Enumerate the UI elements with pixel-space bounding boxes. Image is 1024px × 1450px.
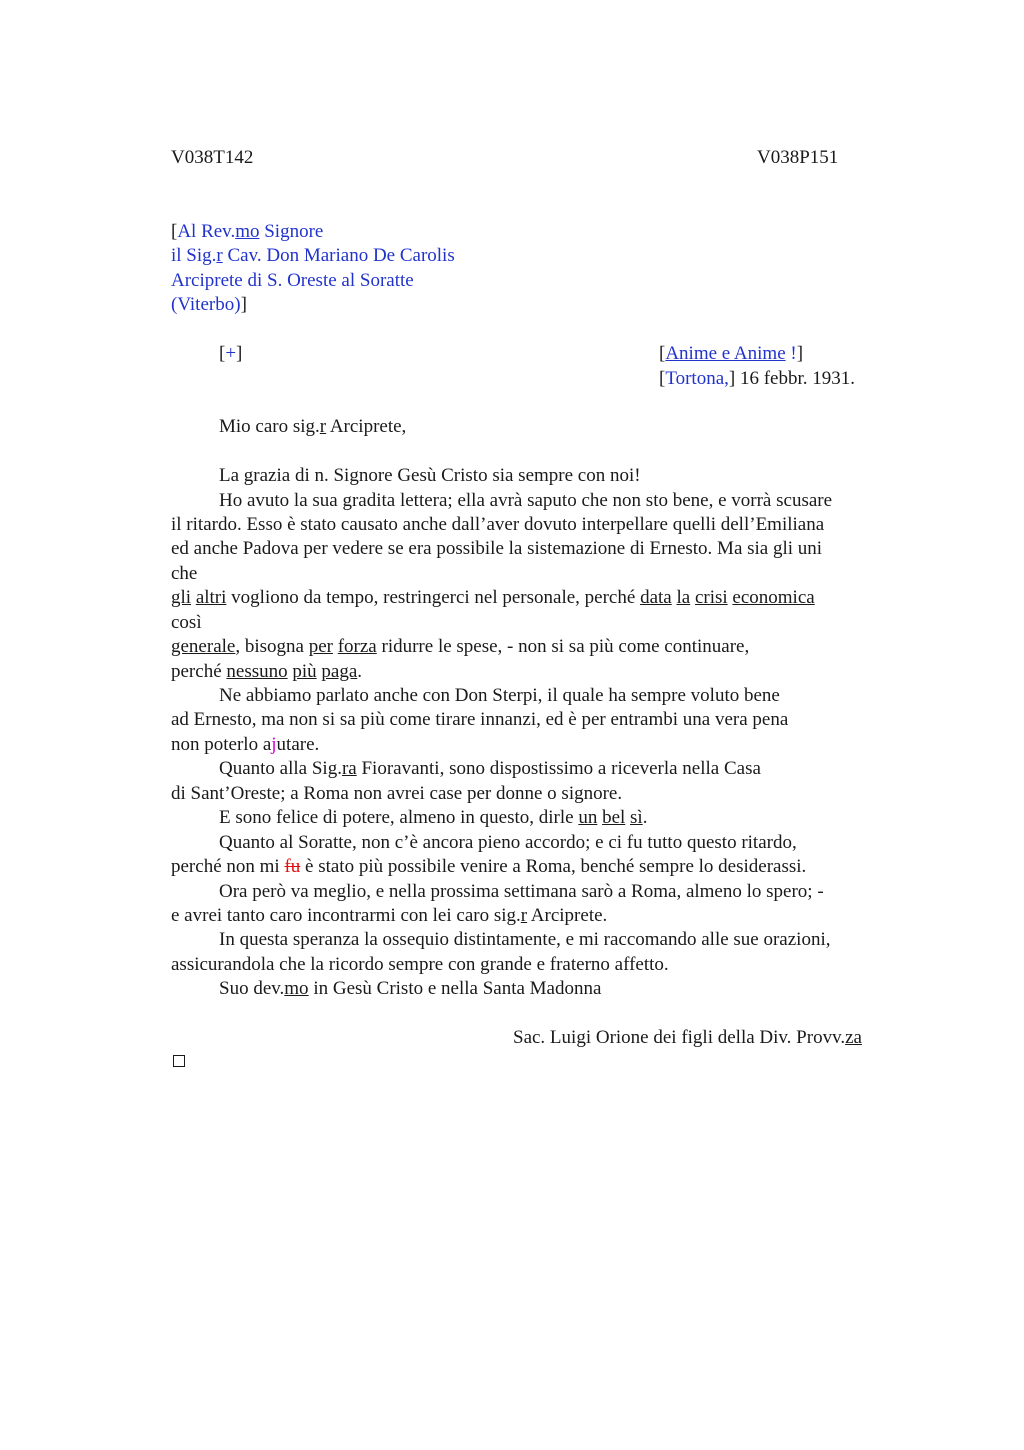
body-line-18: Ora però va meglio, e nella prossima settimana sarò a Roma, almeno lo spero; - (219, 881, 824, 902)
body-line-3: il ritardo. Esso è stato causato anche dall’aver dovuto interpellare quelli dell’Emiliana (171, 514, 825, 535)
body-line-2: Ho avuto la sua gradita lettera; ella avrà saputo che non sto bene, e vorrà scusare (219, 490, 833, 511)
body-line-7: così (171, 612, 202, 633)
body-line-8: generale, bisogna per forza ridurre le spese, - non si sa più come continuare, (171, 636, 750, 657)
body-line-9: perché nessuno più paga. (171, 661, 363, 682)
body-line-11: ad Ernesto, ma non si sa più come tirare innanzi, ed è per entrambi una vera pena (171, 709, 789, 730)
body-line-10: Ne abbiamo parlato anche con Don Sterpi, il quale ha sempre voluto bene (219, 685, 780, 706)
body-line-22: Suo dev.mo in Gesù Cristo e nella Santa Madonna (219, 978, 602, 999)
address-line-4: (Viterbo)] (171, 294, 247, 315)
signature: Sac. Luigi Orione dei figli della Div. Provv.za (513, 1027, 862, 1048)
salutation: Mio caro sig.r Arciprete, (219, 416, 407, 437)
body-line-20: In questa speranza la ossequio distintamente, e mi raccomando alle sue orazioni, (219, 929, 831, 950)
document-code-right: V038P151 (757, 147, 839, 168)
address-line-3: Arciprete di S. Oreste al Soratte (171, 270, 414, 291)
body-line-14: di Sant’Oreste; a Roma non avrei case per donne o signore. (171, 783, 623, 804)
body-line-4: ed anche Padova per vedere se era possibile la sistemazione di Ernesto. Ma sia gli uni (171, 538, 823, 559)
body-line-17: perché non mi fu è stato più possibile venire a Roma, benché sempre lo desiderassi. (171, 856, 807, 877)
end-box-icon (173, 1055, 185, 1067)
cross-mark: [+] (219, 343, 243, 364)
body-line-15: E sono felice di potere, almeno in questo, dirle un bel sì. (219, 807, 648, 828)
motto-link[interactable]: Anime e Anime (665, 343, 786, 364)
motto: [Anime e Anime !] (659, 343, 804, 364)
document-code-left: V038T142 (171, 147, 254, 168)
body-line-5: che (171, 563, 198, 584)
body-line-1: La grazia di n. Signore Gesù Cristo sia sempre con noi! (219, 465, 641, 486)
body-line-12: non poterlo ajutare. (171, 734, 320, 755)
body-line-16: Quanto al Soratte, non c’è ancora pieno accordo; e ci fu tutto questo ritardo, (219, 832, 797, 853)
body-line-19: e avrei tanto caro incontrarmi con lei caro sig.r Arciprete. (171, 905, 608, 926)
dateline: [Tortona,] 16 febbr. 1931. (659, 368, 856, 389)
body-line-21: assicurandola che la ricordo sempre con grande e fraterno affetto. (171, 954, 669, 975)
address-line-2: il Sig.r Cav. Don Mariano De Carolis (171, 245, 455, 266)
body-line-6: gli altri vogliono da tempo, restringerci nel personale, perché data la crisi economica (171, 587, 815, 608)
address-line-1: [Al Rev.mo Signore (171, 221, 324, 242)
body-line-13: Quanto alla Sig.ra Fioravanti, sono dispostissimo a riceverla nella Casa (219, 758, 761, 779)
